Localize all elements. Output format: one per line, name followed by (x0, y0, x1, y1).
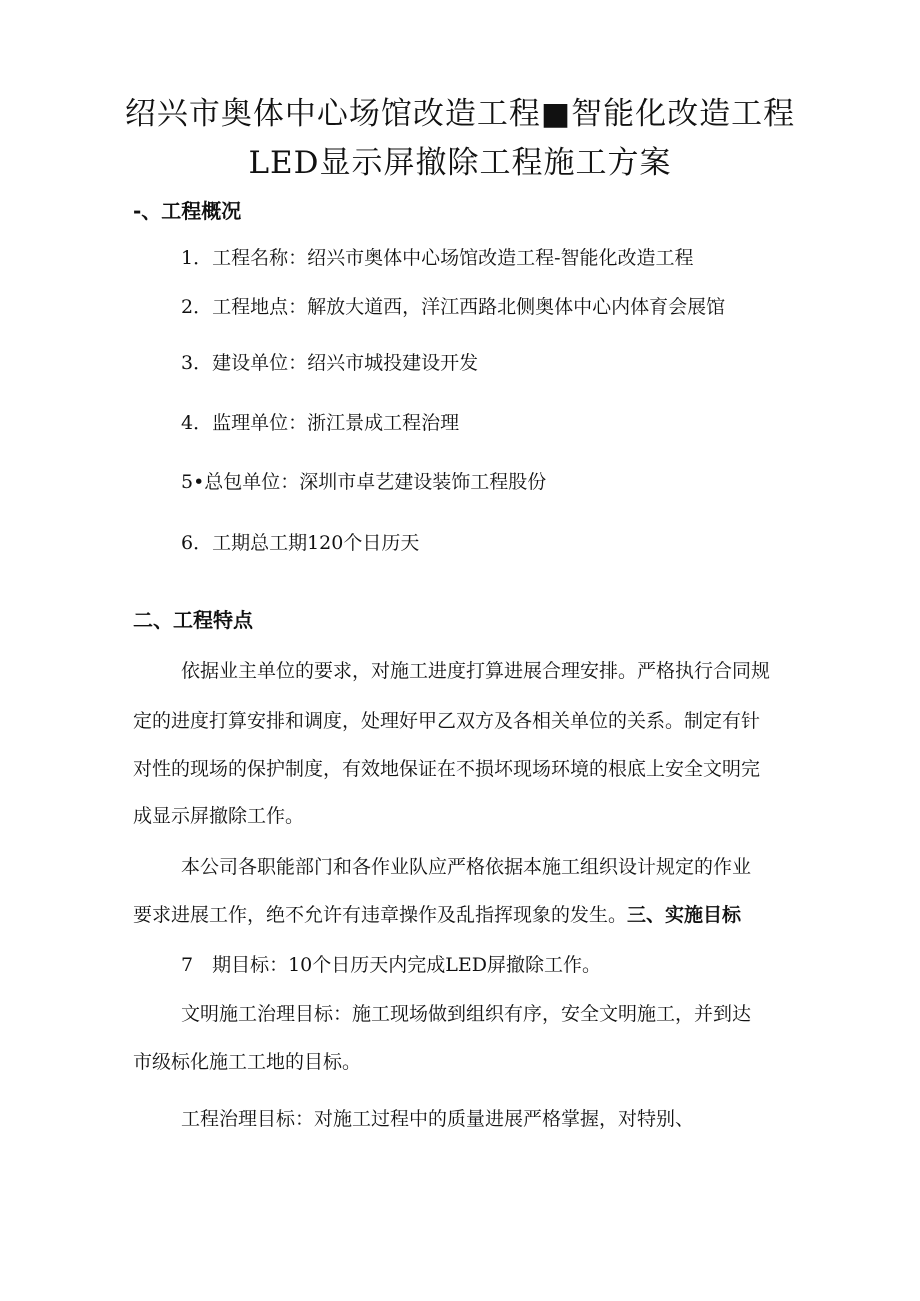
section-2-heading: 二、工程特点 (133, 608, 253, 632)
paragraph-1-line-4: 成显示屏撤除工作。 (133, 805, 305, 827)
goal-civilized-construction-line-1: 文明施工治理目标：施工现场做到组织有序，安全文明施工，并到达 (181, 1003, 752, 1025)
section-3-heading: 三、实施目标 (627, 904, 742, 926)
overview-item-3: 3．建设单位：绍兴市城投建设开发 (181, 352, 479, 374)
overview-item-1: 1．工程名称：绍兴市奥体中心场馆改造工程-智能化改造工程 (181, 247, 694, 269)
paragraph-2-line-2 (133, 900, 741, 927)
paragraph-1-line-1: 依据业主单位的要求，对施工进度打算进展合理安排。严格执行合同规 (181, 660, 771, 682)
section-1-heading: -、工程概况 (133, 199, 242, 223)
overview-item-4: 4．监理单位：浙江景成工程治理 (181, 412, 460, 434)
document-title-line-2: LED显示屏撤除工程施工方案 (248, 145, 672, 181)
paragraph-2-line-2-text: 要求进展工作，绝不允许有违章操作及乱指挥现象的发生。 (133, 904, 628, 926)
paragraph-2-line-1: 本公司各职能部门和各作业队应严格依据本施工组织设计规定的作业 (181, 856, 752, 878)
goal-schedule: 7 期目标：10个日历天内完成LED屏撤除工作。 (181, 954, 601, 976)
overview-item-2: 2．工程地点：解放大道西，洋江西路北侧奥体中心内体育会展馆 (181, 296, 726, 318)
overview-item-5: 5•总包单位：深圳市卓艺建设装饰工程股份 (181, 471, 547, 493)
paragraph-1-line-3: 对性的现场的保护制度，有效地保证在不损坏现场环境的根底上安全文明完 (133, 758, 761, 780)
paragraph-1-line-2: 定的进度打算安排和调度，处理好甲乙双方及各相关单位的关系。制定有针 (133, 710, 761, 732)
goal-civilized-construction-line-2: 市级标化施工工地的目标。 (133, 1051, 362, 1073)
overview-item-6: 6．工期总工期120个日历天 (181, 532, 420, 554)
goal-project-management: 工程治理目标：对施工过程中的质量进展严格掌握，对特别、 (181, 1108, 695, 1130)
document-title-line-1: 绍兴市奥体中心场馆改造工程■智能化改造工程 (124, 96, 796, 132)
